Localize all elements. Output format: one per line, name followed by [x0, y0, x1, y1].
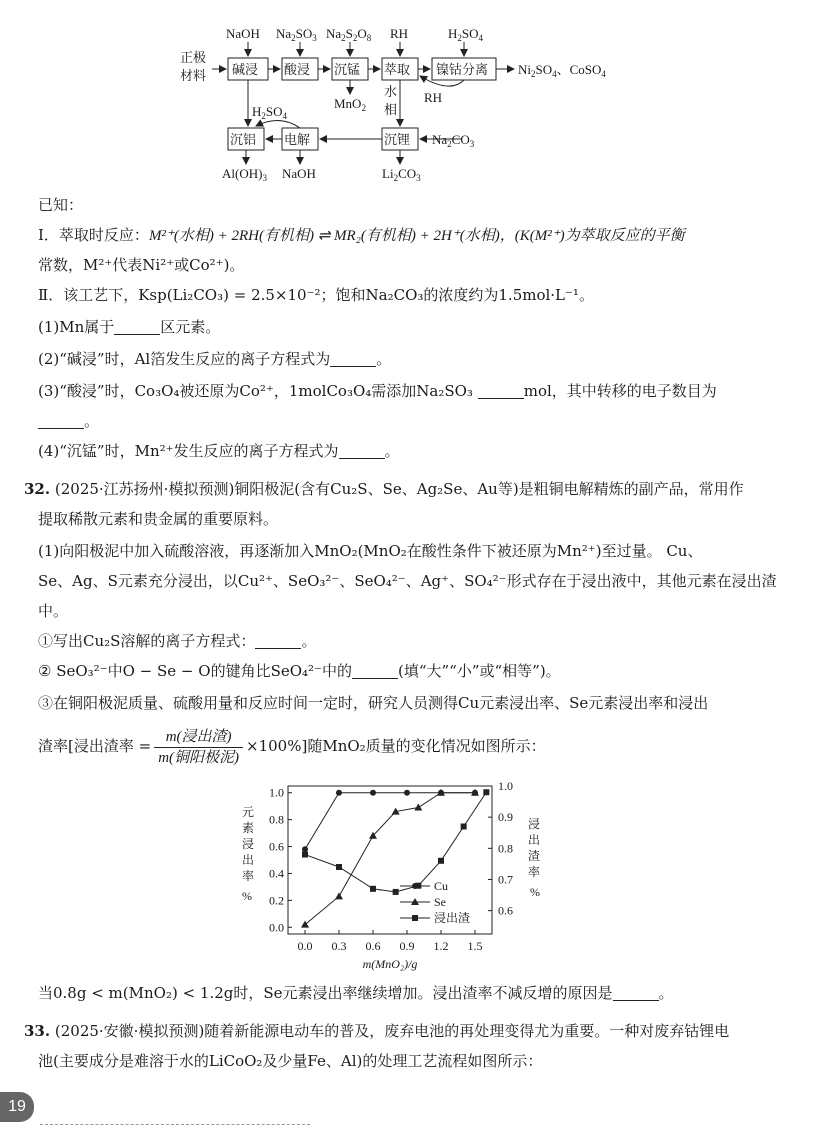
y-left-label-char: 素 — [242, 821, 255, 835]
input-naoh: NaOH — [226, 26, 260, 41]
y-left-label-char: 率 — [242, 869, 255, 883]
legend-label: Cu — [434, 879, 449, 893]
problem-32-head2: 提取稀散元素和贵金属的重要原料。 — [38, 510, 279, 528]
question-2: (2)“碱浸”时，Al箔发生反应的离子方程式为 。 — [38, 350, 392, 368]
output-rh-back: RH — [424, 90, 443, 105]
answer-blank[interactable] — [352, 663, 398, 679]
problem-32-c3b: 渣率[浸出渣率 = $\frac{\text{m(浸出渣)}}{\text{m(铜阳极泥)}}$ ×100%]随MnO₂质量的变化情况如图所示： — [38, 728, 546, 766]
input-h2so4: $H_2SO_4$ — [448, 26, 484, 43]
problem-33-head2: 池(主要成分是难溶于水的LiCoO₂及少量Fe、Al)的处理工艺流程如图所示： — [38, 1052, 543, 1070]
problem-32-c1: ①写出Cu₂S溶解的离子方程式： 。 — [38, 632, 317, 650]
y-left-label-unit: % — [242, 889, 252, 903]
input-start: 正极 — [180, 50, 207, 65]
point-square — [412, 915, 418, 921]
node-electro-label: 电解 — [284, 132, 311, 147]
y-right-tick-label: 0.7 — [498, 872, 513, 887]
y-left-label-char: 出 — [242, 853, 255, 867]
answer-blank[interactable] — [114, 319, 160, 335]
answer-blank[interactable] — [255, 633, 301, 649]
leach-rate-chart — [230, 780, 550, 980]
output-aloh3: $Al(OH)_3$ — [222, 166, 267, 183]
output-li2co3: $Li_2CO_3$ — [382, 166, 421, 183]
input-na2co3: $Na_2CO_3$ — [432, 132, 475, 149]
x-tick-label: 1.2 — [433, 939, 449, 953]
y-right-label-char: 出 — [528, 833, 541, 847]
x-tick-label: 0.3 — [331, 939, 347, 953]
x-tick-label: 0.0 — [297, 939, 313, 953]
question-3: (3)“酸浸”时，Co₃O₄被还原为Co²⁺，1molCo₃O₄需添加Na₂SO₃ mol，其中转移的电子数目为 — [38, 382, 717, 400]
page-number: 19 — [0, 1092, 34, 1122]
y-left-tick-label: 0.6 — [269, 839, 284, 854]
y-right-label-char: 浸 — [528, 817, 541, 831]
problem-33-head: 33. (2025·安徽·模拟预测)随着新能源电动车的普及，废弃电池的再处理变得尤为重要。一种对废弃钴锂电 — [24, 1022, 730, 1040]
input-na2s2o8: $Na_2S_2O_8$ — [326, 26, 372, 43]
x-tick-label: 0.6 — [365, 939, 381, 953]
output-water-1: 水 — [384, 84, 398, 99]
footer-divider — [40, 1124, 310, 1125]
x-tick-label: 0.9 — [399, 939, 415, 953]
known-i-line2: 常数，M²⁺代表Ni²⁺或Co²⁺)。 — [38, 256, 245, 274]
legend-label: 浸出渣 — [434, 911, 471, 925]
y-right-label-char: 率 — [528, 865, 541, 879]
point-square — [483, 789, 489, 795]
point-square — [302, 852, 308, 858]
x-tick-label: 1.5 — [467, 939, 483, 953]
y-left-tick-label: 0.4 — [269, 866, 284, 881]
node-mn-label: 沉锰 — [334, 62, 361, 77]
series-line-2 — [305, 792, 486, 892]
fraction: $\frac{\text{m(浸出渣)}}{\text{m(铜阳极泥)}}$ — [154, 727, 243, 768]
series-line-1 — [305, 793, 475, 925]
known-i: Ⅰ．萃取时反应：M²⁺(水相) + 2RH(有机相) ⇌ MR₂(有机相) + 2H⁺(水相)，(K(M²⁺)为萃取反应的平衡 — [38, 226, 685, 244]
known-label: 已知： — [38, 196, 84, 214]
answer-blank[interactable] — [613, 985, 659, 1001]
y-right-label-unit: % — [530, 885, 540, 899]
point-square — [415, 883, 421, 889]
node-li-label: 沉锂 — [384, 132, 411, 147]
process-flowchart — [0, 0, 824, 190]
point-square — [461, 824, 467, 830]
y-left-tick-label: 0.8 — [269, 812, 284, 827]
answer-blank[interactable] — [330, 351, 376, 367]
y-right-tick-label: 0.8 — [498, 841, 513, 856]
input-rh: RH — [390, 26, 409, 41]
problem-32-head: 32. (2025·江苏扬州·模拟预测)铜阳极泥(含有Cu₂S、Se、Ag₂Se、Au等)是粗铜电解精炼的副产品，常用作 — [24, 480, 744, 498]
node-al-label: 沉铝 — [230, 132, 257, 147]
y-left-label-char: 浸 — [242, 837, 255, 851]
problem-32-ask: 当0.8g < m(MnO₂) < 1.2g时，Se元素浸出率继续增加。浸出渣率不减反增的原因是 。 — [38, 984, 674, 1002]
point-circle — [404, 790, 410, 796]
point-triangle — [414, 804, 422, 811]
point-square — [336, 864, 342, 870]
y-right-label-char: 渣 — [528, 849, 541, 863]
point-square — [438, 858, 444, 864]
series-line-0 — [305, 793, 475, 850]
output-mno2: MnO$_2$ — [334, 96, 366, 113]
legend-label: Se — [434, 895, 446, 909]
point-square — [370, 886, 376, 892]
output-naoh: NaOH — [282, 166, 316, 181]
answer-blank[interactable] — [478, 383, 524, 399]
question-1: (1)Mn属于 区元素。 — [38, 318, 221, 336]
node-nico-label: 镍钴分离 — [436, 62, 489, 77]
problem-32-s1b: Se、Ag、S元素充分浸出，以Cu²⁺、SeO₃²⁻、SeO₄²⁻、Ag⁺、SO₄²⁻形式存在于浸出液中，其他元素在浸出渣 — [38, 572, 777, 590]
y-left-tick-label: 0.2 — [269, 893, 284, 908]
y-right-tick-label: 1.0 — [498, 780, 513, 793]
point-square — [393, 889, 399, 895]
x-axis-label: m(MnO₂)/g — [362, 957, 418, 971]
point-circle — [336, 790, 342, 796]
problem-32-c3: ③在铜阳极泥质量、硫酸用量和反应时间一定时，研究人员测得Cu元素浸出率、Se元素浸出率和浸出 — [38, 694, 709, 712]
question-4: (4)“沉锰”时，Mn²⁺发生反应的离子方程式为 。 — [38, 442, 400, 460]
y-left-tick-label: 1.0 — [269, 785, 284, 800]
answer-blank[interactable] — [38, 413, 84, 429]
node-acid-label: 酸浸 — [284, 62, 311, 77]
problem-32-s1: (1)向阳极泥中加入硫酸溶液，再逐渐加入MnO₂(MnO₂在酸性条件下被还原为Mn²⁺)至过量。 Cu、 — [38, 542, 703, 560]
node-alkali-label: 碱浸 — [232, 62, 259, 77]
question-3-cont: 。 — [38, 406, 784, 436]
point-circle — [370, 790, 376, 796]
y-left-label-char: 元 — [242, 805, 255, 819]
input-h2so4-mid: $H_2SO_4$ — [252, 104, 288, 121]
point-triangle — [335, 892, 343, 899]
svg-text:相: 相 — [384, 102, 398, 117]
problem-32-c2: ② SeO₃²⁻中O − Se − O的键角比SeO₄²⁻中的 (填“大”“小”或“相等”)。 — [38, 662, 561, 680]
problem-32-s1c: 中。 — [38, 602, 69, 620]
known-ii: Ⅱ．该工艺下，Ksp(Li₂CO₃) = 2.5×10⁻²；饱和Na₂CO₃的浓度约为1.5mol·L⁻¹。 — [38, 286, 594, 304]
input-na2so3: $Na_2SO_3$ — [276, 26, 317, 43]
svg-text:材料: 材料 — [180, 68, 207, 83]
answer-blank[interactable] — [339, 443, 385, 459]
y-right-tick-label: 0.9 — [498, 810, 513, 825]
point-circle — [302, 846, 308, 852]
y-left-tick-label: 0.0 — [269, 920, 284, 935]
output-niso4: $Ni_2SO_4$、CoSO$_4$ — [518, 62, 606, 79]
node-extract-label: 萃取 — [384, 62, 411, 77]
y-right-tick-label: 0.6 — [498, 903, 513, 918]
